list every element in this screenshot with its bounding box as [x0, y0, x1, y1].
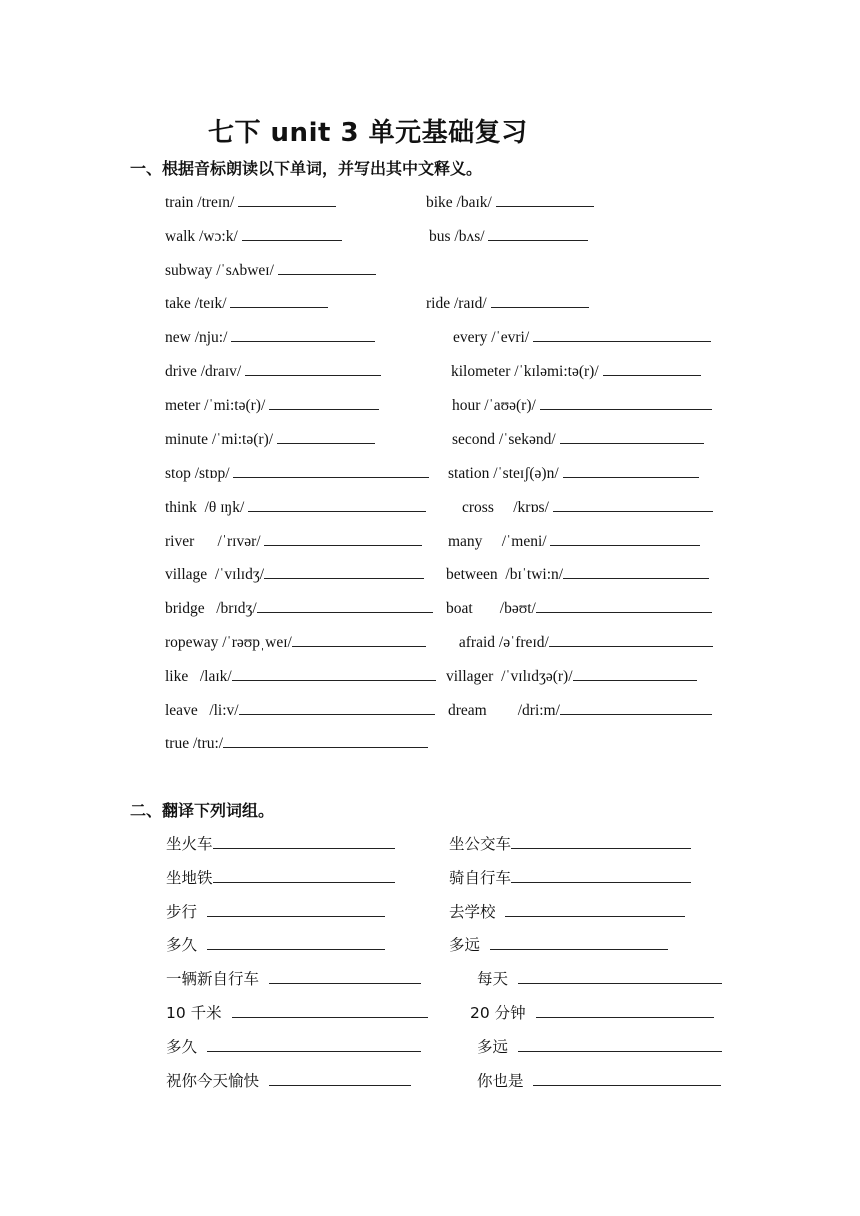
answer-blank[interactable]	[536, 595, 712, 613]
phrase-label: 多久	[166, 936, 207, 954]
list-item	[0, 257, 860, 281]
answer-blank[interactable]	[292, 629, 426, 647]
answer-blank[interactable]	[233, 460, 429, 478]
answer-blank[interactable]	[553, 494, 713, 512]
answer-blank[interactable]	[560, 697, 712, 715]
word-label: minute /ˈmi:tə(r)/	[165, 431, 277, 448]
answer-blank[interactable]	[207, 899, 385, 917]
phrase-label: 20 分钟	[470, 1004, 536, 1022]
list-item	[0, 663, 860, 687]
answer-blank[interactable]	[490, 932, 668, 950]
word-label: afraid /əˈfreɪd/	[455, 634, 549, 651]
list-item	[0, 528, 860, 552]
phrase-label: 祝你今天愉快	[166, 1072, 269, 1090]
list-item	[0, 426, 860, 450]
phrase-label: 坐火车	[166, 835, 213, 853]
answer-blank[interactable]	[518, 1034, 722, 1052]
word-label: think /θ ɪŋk/	[165, 499, 249, 516]
word-label: like /laɪk/	[165, 668, 232, 685]
answer-blank[interactable]	[207, 932, 385, 950]
list-item	[0, 223, 860, 247]
answer-blank[interactable]	[239, 697, 435, 715]
answer-blank[interactable]	[238, 189, 336, 207]
answer-blank[interactable]	[264, 528, 422, 546]
phrase-label: 多远	[449, 936, 490, 954]
word-label: ride /raɪd/	[426, 295, 491, 312]
page-title: 七下 unit 3 单元基础复习	[208, 118, 528, 148]
phrase-label: 坐公交车	[449, 835, 512, 853]
word-label: bus /bʌs/	[429, 228, 489, 245]
answer-blank[interactable]	[232, 663, 436, 681]
list-item	[0, 865, 860, 889]
list-item	[0, 730, 860, 754]
list-item	[0, 595, 860, 619]
list-item	[0, 697, 860, 721]
word-label: take /teɪk/	[165, 295, 231, 312]
word-label: new /nju:/	[165, 329, 232, 346]
word-label: train /treɪn/	[165, 194, 239, 211]
answer-blank[interactable]	[511, 865, 691, 883]
phrase-label: 步行	[166, 903, 207, 921]
answer-blank[interactable]	[278, 257, 376, 275]
answer-blank[interactable]	[533, 324, 711, 342]
phrase-label: 骑自行车	[449, 869, 512, 887]
phrase-label: 一辆新自行车	[166, 970, 269, 988]
word-label: many /ˈmeni/	[448, 533, 551, 550]
list-item	[0, 392, 860, 416]
word-label: river /ˈrɪvər/	[165, 533, 265, 550]
word-label: bike /baɪk/	[426, 194, 496, 211]
word-label: true /tru:/	[165, 735, 224, 752]
list-item	[0, 324, 860, 348]
word-label: hour /ˈaʊə(r)/	[452, 397, 540, 414]
phrase-label: 10 千米	[166, 1004, 232, 1022]
list-item	[0, 899, 860, 923]
list-item	[0, 189, 860, 213]
answer-blank[interactable]	[488, 223, 588, 241]
word-label: dream /dri:m/	[448, 702, 560, 719]
word-label: kilometer /ˈkɪləmi:tə(r)/	[451, 363, 603, 380]
answer-blank[interactable]	[207, 1034, 421, 1052]
answer-blank[interactable]	[496, 189, 594, 207]
answer-blank[interactable]	[511, 831, 691, 849]
word-label: bridge /brɪdʒ/	[165, 600, 257, 617]
word-label: stop /stɒp/	[165, 465, 234, 482]
list-item	[0, 629, 860, 653]
word-label: every /ˈevri/	[453, 329, 534, 346]
phrase-label: 多远	[477, 1038, 518, 1056]
answer-blank[interactable]	[248, 494, 426, 512]
answer-blank[interactable]	[536, 1000, 714, 1018]
list-item	[0, 358, 860, 382]
word-label: villager /ˈvɪlɪdʒə(r)/	[446, 668, 573, 685]
phrase-label: 你也是	[477, 1072, 534, 1090]
phrase-label: 去学校	[449, 903, 506, 921]
answer-blank[interactable]	[560, 426, 704, 444]
answer-blank[interactable]	[257, 595, 433, 613]
phrase-label: 多久	[166, 1038, 207, 1056]
list-item	[0, 1000, 860, 1024]
answer-blank[interactable]	[550, 528, 700, 546]
list-item	[0, 831, 860, 855]
answer-blank[interactable]	[213, 865, 395, 883]
phrase-label: 每天	[477, 970, 518, 988]
answer-blank[interactable]	[264, 561, 424, 579]
answer-blank[interactable]	[213, 831, 395, 849]
word-label: between /bɪˈtwi:n/	[446, 566, 564, 583]
answer-blank[interactable]	[269, 966, 421, 984]
word-label: cross /krɒs/	[462, 499, 553, 516]
answer-blank[interactable]	[230, 290, 328, 308]
list-item	[0, 966, 860, 990]
answer-blank[interactable]	[232, 1000, 428, 1018]
list-item	[0, 460, 860, 484]
answer-blank[interactable]	[563, 460, 699, 478]
list-item	[0, 1068, 860, 1092]
answer-blank[interactable]	[245, 358, 381, 376]
answer-blank[interactable]	[269, 392, 379, 410]
list-item	[0, 290, 860, 314]
answer-blank[interactable]	[563, 561, 709, 579]
list-item	[0, 1034, 860, 1058]
word-label: village /ˈvɪlɪdʒ/	[165, 566, 265, 583]
list-item	[0, 561, 860, 585]
answer-blank[interactable]	[533, 1068, 721, 1086]
word-label: subway /ˈsʌbweɪ/	[165, 262, 278, 279]
word-label: walk /wɔ:k/	[165, 228, 242, 245]
phrase-label: 坐地铁	[166, 869, 213, 887]
word-label: drive /draɪv/	[165, 363, 246, 380]
answer-blank[interactable]	[549, 629, 713, 647]
word-label: boat /bəʊt/	[446, 600, 536, 617]
section-2-heading: 二、翻译下列词组。	[130, 801, 275, 820]
answer-blank[interactable]	[518, 966, 722, 984]
list-item	[0, 494, 860, 518]
answer-blank[interactable]	[505, 899, 685, 917]
answer-blank[interactable]	[603, 358, 701, 376]
answer-blank[interactable]	[540, 392, 712, 410]
word-label: station /ˈsteɪʃ(ə)n/	[448, 465, 563, 482]
answer-blank[interactable]	[269, 1068, 411, 1086]
answer-blank[interactable]	[231, 324, 375, 342]
word-label: second /ˈsekənd/	[452, 431, 560, 448]
word-label: leave /li:v/	[165, 702, 239, 719]
answer-blank[interactable]	[242, 223, 342, 241]
list-item	[0, 932, 860, 956]
word-label: meter /ˈmi:tə(r)/	[165, 397, 270, 414]
word-label: ropeway /ˈrəʊpˌweɪ/	[165, 634, 292, 651]
section-1-heading: 一、根据音标朗读以下单词，并写出其中文释义。	[130, 159, 483, 178]
answer-blank[interactable]	[573, 663, 697, 681]
answer-blank[interactable]	[223, 730, 428, 748]
answer-blank[interactable]	[491, 290, 589, 308]
answer-blank[interactable]	[277, 426, 375, 444]
